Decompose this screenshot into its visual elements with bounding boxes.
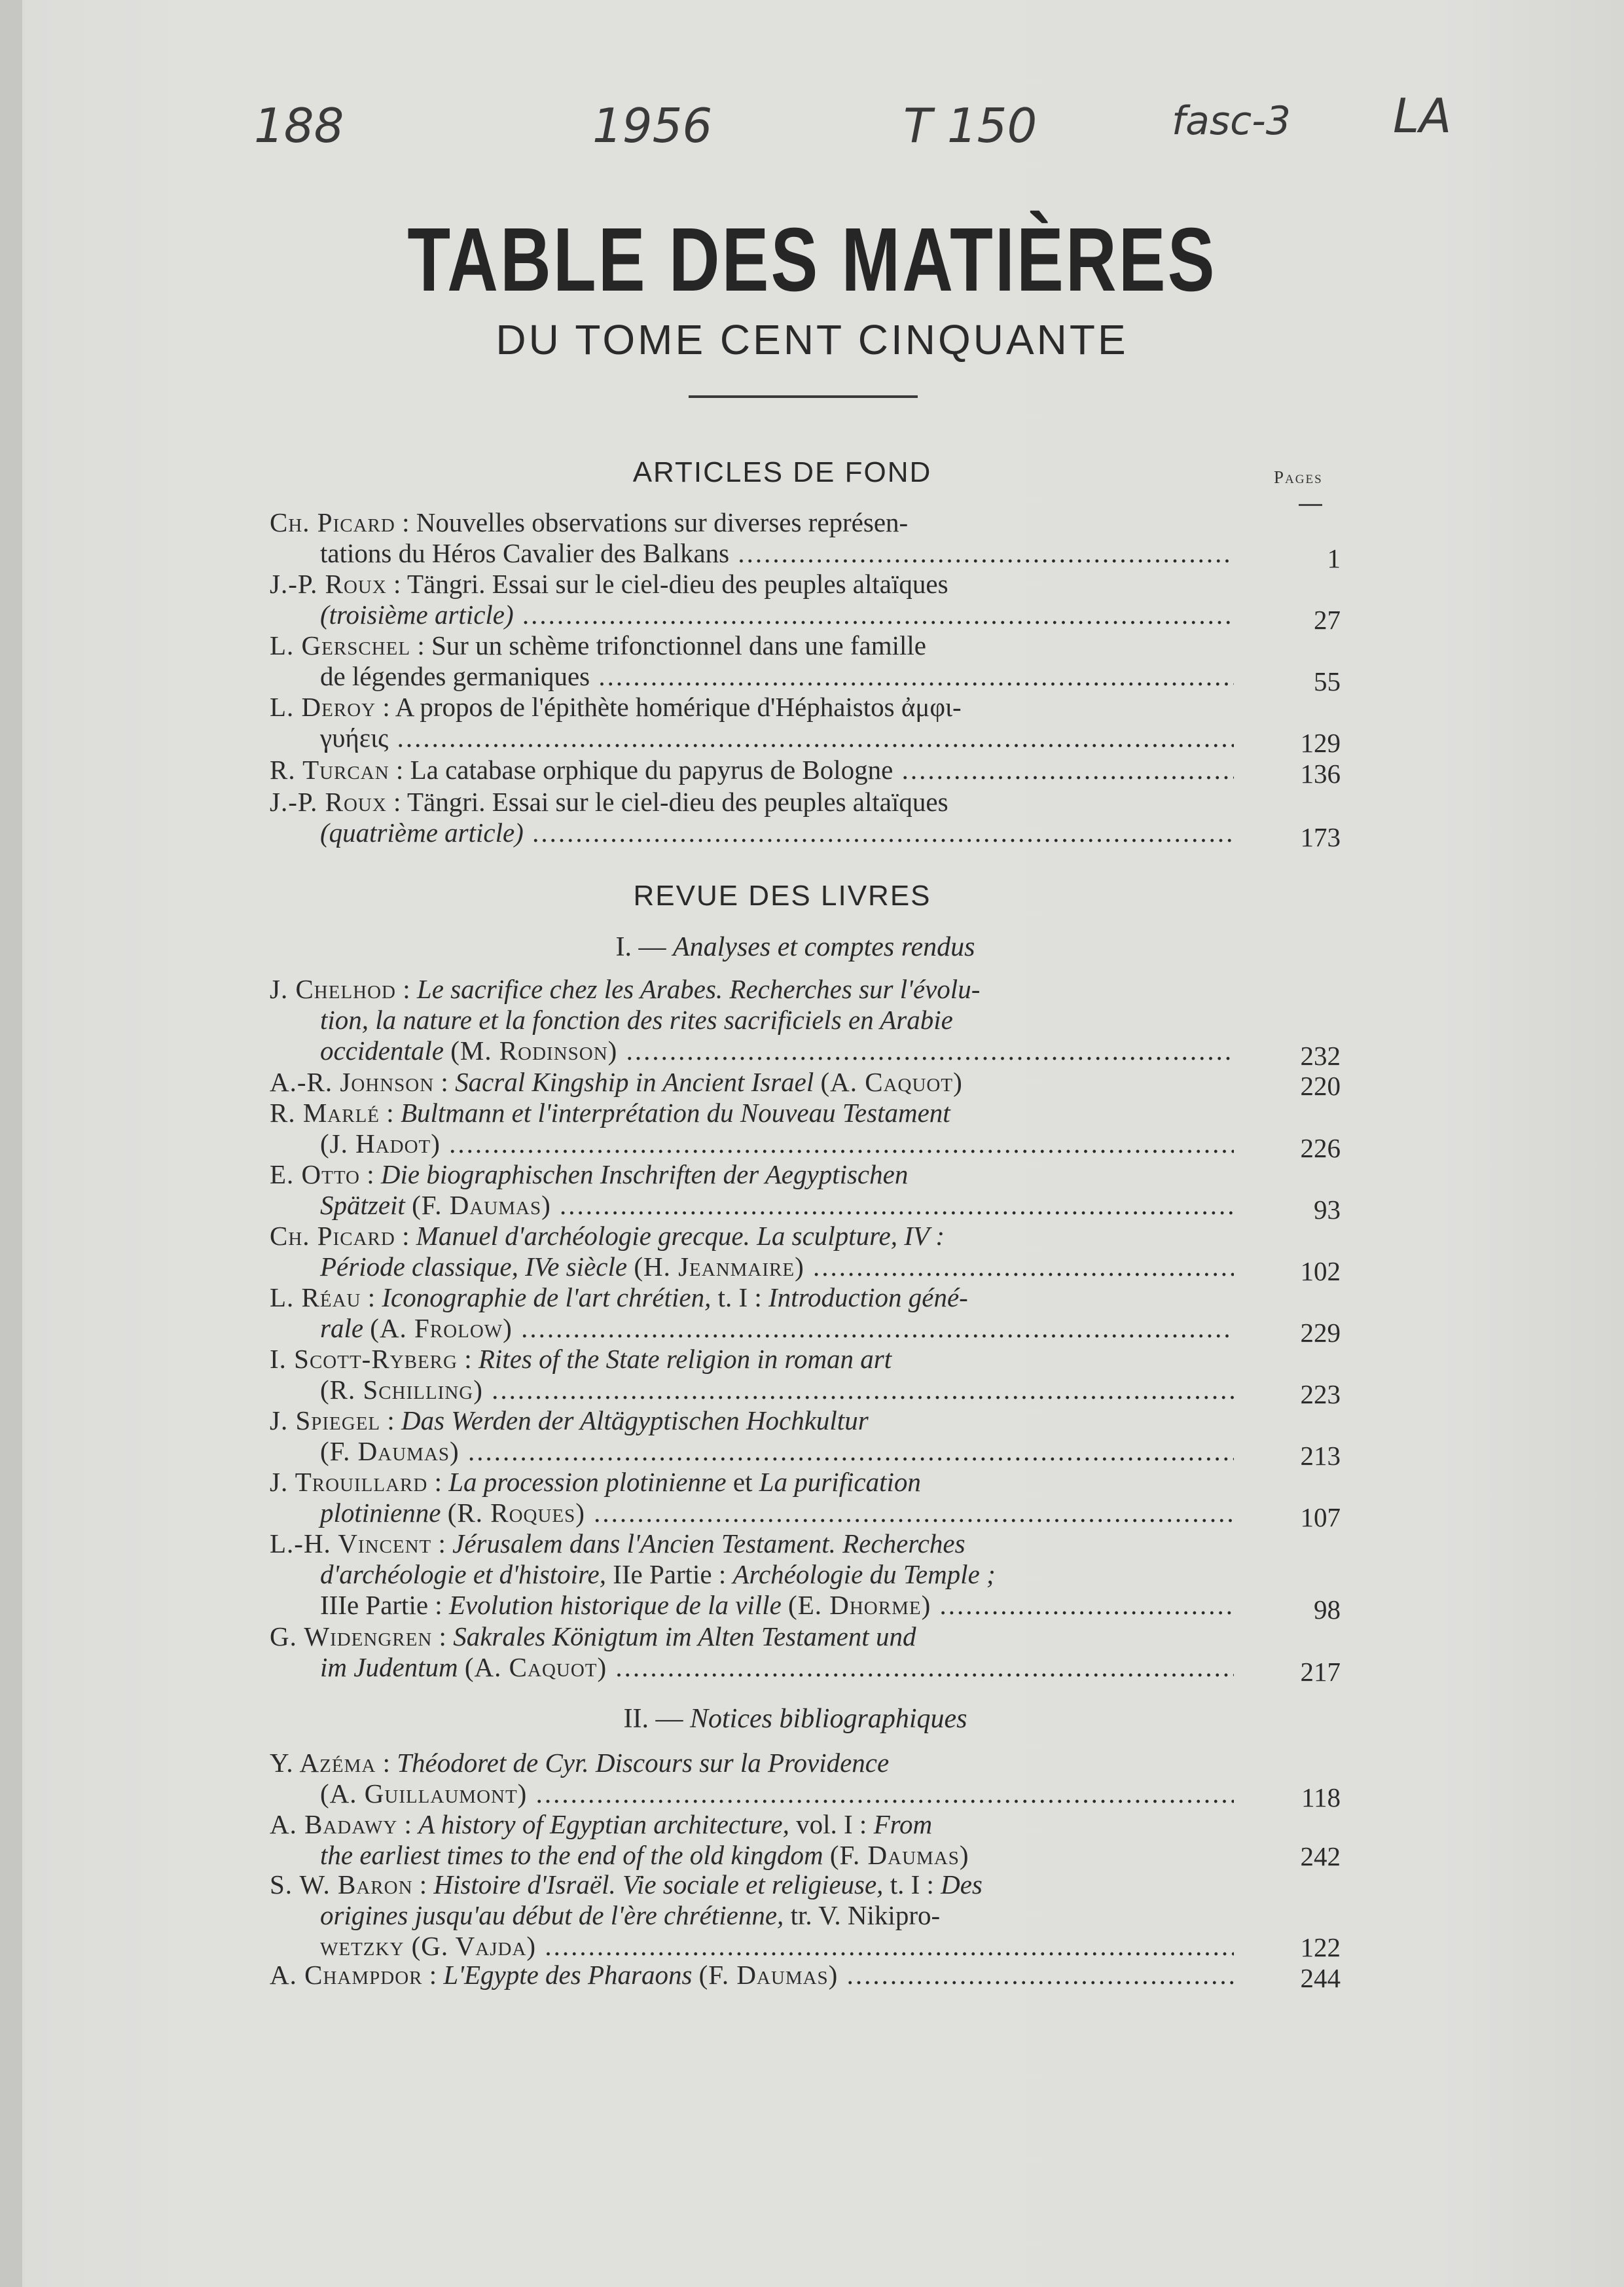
review-entry: A.-R. Johnson : Sacral Kingship in Ancient Israel (A. Caquot): [270, 1067, 963, 1097]
page-number: 136: [1300, 759, 1341, 789]
entry-title: Nouvelles observations sur diverses représen-: [416, 507, 909, 537]
entry-title: Die biographischen Inschriften der Aegyptischen: [380, 1159, 909, 1189]
entry-title: Bultmann et l'interprétation du Nouveau Testament: [400, 1098, 950, 1128]
entry-title-cont: plotinienne: [320, 1498, 441, 1528]
page-number: 232: [1300, 1041, 1341, 1071]
page-number: 173: [1300, 822, 1341, 852]
entry-title-cont: tion, la nature et la fonction des rites sacrificiels en Arabie: [320, 1005, 953, 1035]
page-number: 122: [1300, 1932, 1341, 1962]
entry-title: L'Egypte des Pharaons: [443, 1960, 693, 1990]
page-number: 223: [1300, 1379, 1341, 1409]
entry-title-cont: From: [873, 1809, 933, 1839]
entry-author: Ch. Picard: [270, 1221, 395, 1251]
handwritten-note-5: LA: [1393, 88, 1452, 143]
section-heading-articles: ARTICLES DE FOND: [632, 456, 932, 488]
entry-author: E. Otto: [270, 1159, 361, 1189]
page-number: 242: [1300, 1841, 1341, 1871]
entry-title: Iconographie de l'art chrétien,: [382, 1282, 712, 1312]
entry-title-cont: Période classique, IVe siècle: [320, 1252, 628, 1282]
pages-column-header: Pages: [1274, 467, 1323, 487]
page-number: 102: [1300, 1256, 1341, 1286]
entry-title-cont: (quatrième article): [320, 818, 524, 848]
review-entry: R. Marlé : Bultmann et l'interprétation du Nouveau Testament (J. Hadot) .....: [270, 1098, 1234, 1159]
entry-author: L. Gerschel: [270, 630, 411, 660]
title-rule: [689, 395, 918, 398]
entry-reviewer: (A. Caquot): [820, 1067, 963, 1097]
page-number: 220: [1300, 1071, 1341, 1101]
entry-author: J. Trouillard: [270, 1467, 428, 1497]
page-number: 93: [1314, 1195, 1341, 1225]
review-entry: I. Scott-Ryberg : Rites of the State religion in roman art (R. Schilling) .....: [270, 1344, 1234, 1405]
article-entry: L. Gerschel : Sur un schème trifonctionnel dans une famille de légendes germaniques .....: [270, 630, 1234, 692]
page-number: 55: [1314, 666, 1341, 696]
article-entry: Ch. Picard : Nouvelles observations sur diverses représen- tations du Héros Cavalier des Balkans .....: [270, 507, 1234, 569]
entry-reviewer: (J. Hadot): [320, 1128, 441, 1159]
entry-title-cont: the earliest times to the end of the old kingdom: [320, 1840, 823, 1870]
entry-title-cont: Des: [941, 1869, 983, 1900]
entry-title-cont: Archéologie du Temple ;: [732, 1559, 996, 1589]
entry-title: La catabase orphique du papyrus de Bologne: [410, 755, 893, 785]
entry-author: Y. Azéma: [270, 1748, 376, 1778]
handwritten-note-4: fasc-3: [1172, 98, 1291, 144]
page-number: 1: [1327, 543, 1341, 573]
subsection-title: Notices bibliographiques: [689, 1704, 967, 1734]
entry-reviewer: (F. Daumas): [698, 1960, 839, 1990]
entry-reviewer: (E. Dhorme): [788, 1590, 931, 1620]
entry-title-cont: Evolution historique de la ville: [448, 1590, 782, 1620]
review-entry: J. Spiegel : Das Werden der Altägyptischen Hochkultur (F. Daumas) .....: [270, 1405, 1234, 1467]
entry-author: S. W. Baron: [270, 1869, 413, 1900]
subsection-number: II. —: [623, 1704, 683, 1734]
handwritten-note-2: 1956: [592, 98, 713, 153]
entry-conjunction: et: [732, 1467, 753, 1497]
entry-reviewer: (M. Rodinson): [450, 1035, 618, 1066]
entry-title: A propos de l'épithète homérique d'Héphaistos ἀμφι-: [395, 692, 962, 722]
page-number: 98: [1314, 1594, 1341, 1625]
entry-title: Jérusalem dans l'Ancien Testament. Recherches: [452, 1528, 965, 1558]
review-entry: G. Widengren : Sakrales Königtum im Alten Testament und im Judentum (A. Caquot) .....: [270, 1621, 1234, 1683]
entry-reviewer: (H. Jeanmaire): [634, 1252, 804, 1282]
subsection-title: Analyses et comptes rendus: [672, 932, 975, 962]
entry-reviewer: (R. Schilling): [320, 1375, 483, 1405]
entry-title-cont: γυήεις: [320, 723, 389, 753]
page-number: 27: [1314, 605, 1341, 635]
entry-title-cont: de légendes germaniques: [320, 661, 590, 691]
notice-entry: A. Badawy : A history of Egyptian architecture, vol. I : From the earliest times to the end of the old kingdom (F. Daumas): [270, 1809, 969, 1870]
entry-title-cont: origines jusqu'au début de l'ère chrétienne,: [320, 1900, 784, 1930]
entry-title: A history of Egyptian architecture,: [418, 1809, 789, 1839]
entry-reviewer: (F. Daumas): [320, 1436, 460, 1466]
page-number: 217: [1300, 1657, 1341, 1687]
entry-title-cont: im Judentum: [320, 1652, 458, 1682]
entry-author: I. Scott-Ryberg: [270, 1344, 458, 1374]
entry-part: IIe Partie :: [613, 1559, 727, 1589]
notice-entry: Y. Azéma : Théodoret de Cyr. Discours sur la Providence (A. Guillaumont) .....: [270, 1748, 1234, 1809]
review-entry: J. Chelhod : Le sacrifice chez les Arabes. Recherches sur l'évolu- tion, la nature et la fonction des rites sacrificiels en Arabie occidentale (M. Rodinson) .....: [270, 974, 1234, 1066]
entry-title-cont: La purification: [759, 1467, 921, 1497]
entry-reviewer: (F. Daumas): [412, 1190, 551, 1220]
review-entry: Ch. Picard : Manuel d'archéologie grecque. La sculpture, IV : Période classique, IVe siècle (H. Jeanmaire) .....: [270, 1221, 1234, 1282]
entry-reviewer: (F. Daumas): [829, 1840, 969, 1870]
page-number: 107: [1300, 1502, 1341, 1532]
entry-title: Das Werden der Altägyptischen Hochkultur: [401, 1405, 869, 1435]
subsection-number: I. —: [615, 932, 666, 962]
entry-title-cont: Spätzeit: [320, 1190, 405, 1220]
entry-title-cont: d'archéologie et d'histoire,: [320, 1559, 606, 1589]
entry-title-cont: (troisième article): [320, 600, 514, 630]
entry-title: Théodoret de Cyr. Discours sur la Providence: [397, 1748, 890, 1778]
section-heading-revue: REVUE DES LIVRES: [633, 880, 931, 912]
entry-author: L.-H. Vincent: [270, 1528, 432, 1558]
entry-volume: vol. I :: [796, 1809, 867, 1839]
page-number: 213: [1300, 1441, 1341, 1471]
review-entry: L. Réau : Iconographie de l'art chrétien, t. I : Introduction géné- rale (A. Frolow) .....: [270, 1282, 1234, 1344]
entry-title: Sacral Kingship in Ancient Israel: [455, 1067, 814, 1097]
entry-author: A. Badawy: [270, 1809, 398, 1839]
entry-title: La procession plotinienne: [448, 1467, 727, 1497]
handwritten-note-3: T 150: [903, 98, 1038, 153]
notice-entry: A. Champdor : L'Egypte des Pharaons (F. Daumas) .....: [270, 1960, 1234, 1990]
entry-title-cont: occidentale: [320, 1035, 444, 1066]
entry-title-cont: tations du Héros Cavalier des Balkans: [320, 538, 730, 568]
entry-author: J.-P. Roux: [270, 569, 387, 599]
article-entry: J.-P. Roux : Tängri. Essai sur le ciel-dieu des peuples altaïques (quatrième article) .....: [270, 787, 1234, 848]
entry-author: A.-R. Johnson: [270, 1067, 435, 1097]
entry-part: IIIe Partie :: [320, 1590, 442, 1620]
subsection-heading-notices: [0, 1703, 1591, 1735]
entry-volume: t. I :: [717, 1282, 762, 1312]
page-number: 129: [1300, 728, 1341, 758]
review-entry: L.-H. Vincent : Jérusalem dans l'Ancien Testament. Recherches d'archéologie et d'histoire, IIe Partie : Archéologie du Temple ; IIIe Partie : Evolution historique de la ville (E. Dhorme) .....: [270, 1528, 1234, 1621]
page-number: 229: [1300, 1318, 1341, 1348]
entry-reviewer: (A. Guillaumont): [320, 1778, 528, 1809]
page-number: 118: [1301, 1782, 1341, 1812]
notice-entry: S. W. Baron : Histoire d'Israël. Vie sociale et religieuse, t. I : Des origines jusqu'au début de l'ère chrétienne, tr. V. Nikipro- wetzky (G. Vajda) .....: [270, 1869, 1234, 1962]
page-title: TABLE DES MATIÈRES: [407, 209, 1217, 310]
entry-reviewer: (A. Caquot): [464, 1652, 607, 1682]
entry-reviewer: (A. Frolow): [370, 1313, 513, 1343]
entry-author: J. Spiegel: [270, 1405, 381, 1435]
entry-reviewer: (R. Roques): [447, 1498, 585, 1528]
pages-header-dash: [1299, 504, 1322, 506]
entry-author: R. Turcan: [270, 755, 389, 785]
subsection-heading-analyses: [0, 931, 1591, 963]
entry-author: J. Chelhod: [270, 974, 397, 1004]
entry-title: Tängri. Essai sur le ciel-dieu des peuples altaïques: [406, 787, 948, 817]
article-entry: R. Turcan : La catabase orphique du papyrus de Bologne .....: [270, 755, 1234, 785]
handwritten-note-1: 188: [254, 98, 344, 153]
entry-reviewer: wetzky (G. Vajda): [320, 1931, 537, 1961]
entry-title: Sur un schème trifonctionnel dans une famille: [431, 630, 926, 660]
entry-title: Sakrales Königtum im Alten Testament und: [453, 1621, 916, 1651]
entry-author: G. Widengren: [270, 1621, 433, 1651]
entry-title: Le sacrifice chez les Arabes. Recherches sur l'évolu-: [416, 974, 981, 1004]
entry-author: R. Marlé: [270, 1098, 380, 1128]
entry-author: Ch. Picard: [270, 507, 395, 537]
entry-volume: t. I :: [890, 1869, 934, 1900]
entry-title-cont: Introduction géné-: [768, 1282, 968, 1312]
article-entry: J.-P. Roux : Tängri. Essai sur le ciel-dieu des peuples altaïques (troisième article) .....: [270, 569, 1234, 630]
review-entry: E. Otto : Die biographischen Inschriften der Aegyptischen Spätzeit (F. Daumas) .....: [270, 1159, 1234, 1221]
entry-title-cont: rale: [320, 1313, 364, 1343]
entry-author: L. Deroy: [270, 692, 376, 722]
article-entry: L. Deroy : A propos de l'épithète homérique d'Héphaistos ἀμφι- γυήεις .....: [270, 692, 1234, 753]
entry-title: Rites of the State religion in roman art: [478, 1344, 892, 1374]
page-number: 226: [1300, 1133, 1341, 1163]
entry-author: L. Réau: [270, 1282, 361, 1312]
review-entry: J. Trouillard : La procession plotinienne et La purification plotinienne (R. Roques) .....: [270, 1467, 1234, 1528]
page-number: 244: [1300, 1963, 1341, 1993]
entry-author: A. Champdor: [270, 1960, 423, 1990]
entry-translator: tr. V. Nikipro-: [790, 1900, 941, 1930]
entry-title: Histoire d'Israël. Vie sociale et religieuse,: [433, 1869, 884, 1900]
entry-author: J.-P. Roux: [270, 787, 387, 817]
entry-title: Manuel d'archéologie grecque. La sculpture, IV :: [416, 1221, 945, 1251]
page-subtitle: DU TOME CENT CINQUANTE: [496, 316, 1128, 363]
entry-title: Tängri. Essai sur le ciel-dieu des peuples altaïques: [406, 569, 948, 599]
